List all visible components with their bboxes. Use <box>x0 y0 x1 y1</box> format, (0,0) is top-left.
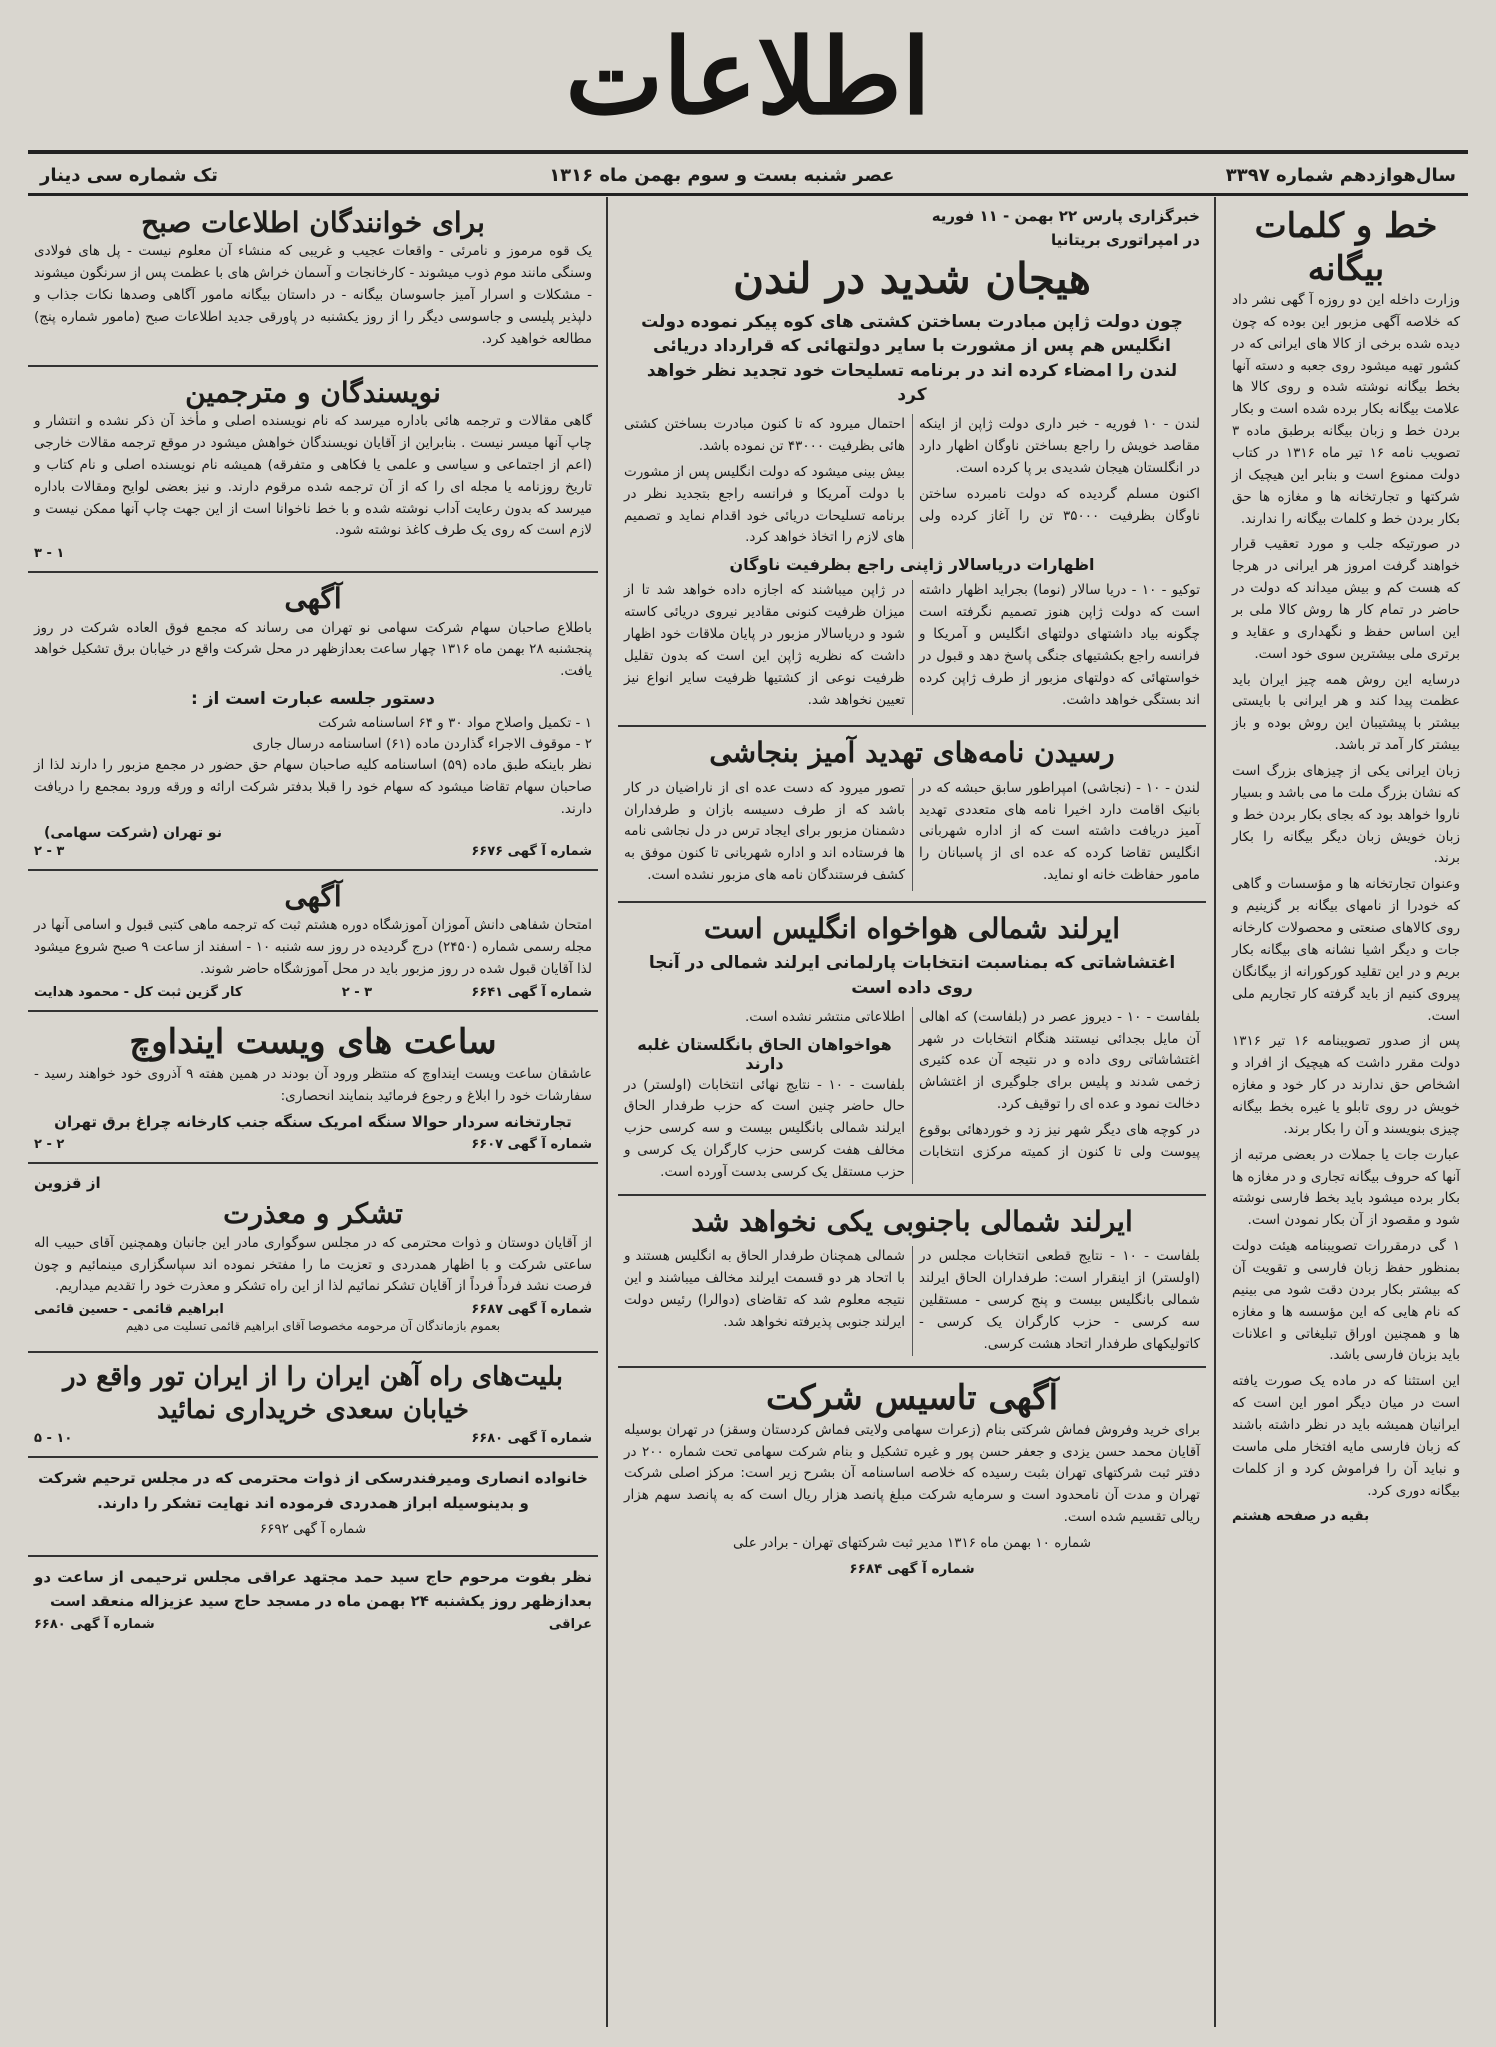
shareholders-body-2: نظر باینکه طبق ماده (۵۹) اساسنامه کلیه صاحبان سهام حق حضور در مجمع مزبور را دارند لذا از صاحبان سهام تقاضا میشود که سهام خود را قبلا بدفتر شرکت ارائه و ورقه ورود بمجمع را دریافت دارند. <box>34 757 592 817</box>
foreign-words-paragraph: پس از صدور تصویبنامه ۱۶ تیر ۱۳۱۶ دولت مقرر داشت که هیچیک از افراد و اشخاص حق ندارند در کار خود و مغازه خویش در روی تابلو یا غیره بخط بیگانه چیزی بنویسند و آن را بکار برند. <box>1232 1033 1460 1137</box>
morning-headline: برای خوانندگان اطلاعات صبح <box>141 206 485 239</box>
writers-ref-row <box>34 546 592 561</box>
thanks-footnote: بعموم بازماندگان آن مرحومه مخصوصا آقای ابراهیم قائمی تسلیت می دهیم <box>125 1319 501 1334</box>
dateline-rule <box>28 193 1468 196</box>
article-paragraph: تصور میرود که دست عده ای از ناراضیان در کار باشد که از طرف دسیسه بازان و طرفداران دشمنان مزبور برای ایجاد ترس در دل نجاشی نامه ها فرستاده اند و اداره شهربانی تا کنون موفق به کشف فرستندگان نامه های مزبور نشده است. <box>624 779 905 884</box>
ulster-body <box>624 1007 1200 1184</box>
issue-number: سال‌هوازدهم شماره ۳۳۹۷ <box>1225 164 1456 186</box>
watches-agent: تجارتخانه سردار حوالا سنگه امریک سنگه جنب کارخانه چراغ برق تهران <box>54 1112 572 1131</box>
section-kicker: در امپراتوری بریتانیا <box>1051 231 1200 249</box>
news-agency-dateline: خبرگزاری پارس ۲۲ بهمن - ۱۱ فوریه <box>931 207 1200 225</box>
writers-ref: ۱ - ۳ <box>34 546 65 562</box>
watches-ad <box>28 1012 598 1165</box>
foreign-words-paragraph: وعنوان تجارتخانه ها و مؤسسات و گاهی که خودرا از نامهای بیگانه بر گزینیم و روی کالاهای صنعتی و محصولات کارخانه جات و دیگر اشیا نشانه های بیگانه بکار بریم و در این تقلید کورکورانه از بیگانگان پیروی کنیم از باید گرفته کار تجاریم ملی است. <box>1232 876 1460 1024</box>
agenda-item: ۲ - موقوف الاجراء گذاردن ماده (۶۱) اساسنامه درسال جاری <box>252 736 592 753</box>
foreign-words-paragraph: این استثنا که در ماده یک صورت یافته است در میان دیگر امور این است که ایرانیان همیشه باید در نظر داشته باشند که زبان فارسی مایه افتخار ملی ماست و نباید آن را فراموش کرد و از کلمات بیگانه دوری کرد. <box>1232 1373 1460 1499</box>
london-headline: هیجان شدید در لندن <box>733 254 1091 303</box>
article-paragraph: در ژاپن میباشند که اجازه داده خواهد شد تا از میزان ظرفیت کنونی مقادیر نیروی دریائی کاسته شود و دریاسالار مزبور در پایان ملاقات خود اظهار داشت که نظریه ژاپن این است که بدون تقلیل ظرفیت نوعی از کشتیها ظرفیت سایر انواع نیز تعیین نخواهد شد. <box>624 582 905 708</box>
thanks-kicker: از قزوین <box>34 1174 101 1193</box>
writers-body: گاهی مقالات و ترجمه هائی باداره میرسد که نام نویسنده اصلی و مأخذ آن ذکر نشده و انتشار و چاپ آنها میسر نیست . بنابراین از آقایان نویسندگان خواهش میشود در موقع ترجمه مقالات خارجی (اعم از اجتماعی و سیاسی و علمی یا فکاهی و متفرقه) همیشه نام نویسنده اصلی و نام کتاب و تاریخ روزنامه یا مجله ای را که از آن ترجمه شده مرقوم دارند. و نیز بعضی لوایح ومقالات باداره میرسد که بدون رعایت آداب نوشته شده و با خط ناخوانا است از این جهت چاپ آنها ممکن نیست و لازم است که روی یک طرف کاغذ نوشته شود. <box>34 413 592 539</box>
agenda-title: دستور جلسه عبارت است از : <box>191 689 435 710</box>
london-article <box>618 197 1206 727</box>
article-paragraph: بلفاست - ۱۰ - دیروز عصر در (بلفاست) که اهالی آن مایل بجدائی نیستند هنگام انتخابات در شهر اغتشاشاتی روی داده و در نتیجه آن عده کثیری زخمی شدند و پلیس برای جلوگیری از اغتشاش دخالت نمود و عده ای را توقیف کرد. <box>919 1008 1200 1113</box>
memorial-ref: شماره آ گهی ۶۶۸۰ <box>34 1617 155 1633</box>
thanks-ref: شماره آ گهی ۶۶۸۷ <box>471 1302 592 1318</box>
continued-note: بقیه در صفحه هشتم <box>1232 1508 1370 1525</box>
shareholders-notice <box>28 573 598 870</box>
shareholders-headline: آگهی <box>284 582 342 616</box>
watches-ref-row <box>34 1137 592 1152</box>
negus-body <box>624 778 1200 891</box>
ulster-south-headline: ایرلند شمالی باجنوبی یکی نخواهد شد <box>691 1204 1133 1238</box>
masthead <box>0 12 1496 142</box>
morning-body: یک قوه مرموز و نامرئی - واقعات عجیب و غریبی که منشاء آن معلوم نیست - پل های فولادی وسنگی مانند موم ذوب میشوند - کارخانجات و آسمان خراش های با عظمت پس از سرنگون میشوند - مشکلات و اسرار آمیز جاسوسان بیگانه - در داستان بیگانه مامور آگاهی وصدها نکات جذاب و دلپذیر پلیسی و جاسوسی دیگر را از روز یکشنبه در پاورقی جدید اطلاعات صبح (مامور شماره پنج) مطالعه خواهید کرد. <box>34 243 592 347</box>
exam-body: امتحان شفاهی دانش آموزان آموزشگاه دوره هشتم ثبت که ترجمه ماهی کتبی قبول و اسامی آنها در مجله رسمی شماره (۲۴۵۰) درج گردیده در روز سه شنبه ۱۰ - اسفند از ساعت ۹ صبح شروع میشود لذا آقایان قبول شده در روز مزبور باید در محل آموزشگاه حاضر شوند. <box>34 917 592 977</box>
family-ref: شماره آ گهی ۶۶۹۲ <box>259 1520 367 1537</box>
writers-notice <box>28 367 598 574</box>
middle-column <box>618 197 1206 2027</box>
ulster-subhead: اغتشاشاتی که بمناسبت انتخابات پارلمانی ایرلند شمالی در آنجا روی داده است <box>648 953 1176 999</box>
morning-edition-notice <box>28 197 598 367</box>
foreign-words-article <box>1226 197 1466 1542</box>
thanks-headline: تشکر و معذرت <box>223 1197 403 1231</box>
memorial-signature: عراقی <box>548 1617 592 1633</box>
ulster-headline: ایرلند شمالی هواخواه انگلیس است <box>703 912 1121 946</box>
exam-ref-row <box>34 985 592 1000</box>
thanks-ref-row <box>34 1302 592 1317</box>
railway-tickets-ad <box>28 1353 598 1459</box>
company-ad-ref: شماره آ گهی ۶۶۸۴ <box>849 1560 975 1577</box>
shareholders-body: باطلاع صاحبان سهام شرکت سهامی نو تهران می رساند که مجمع فوق العاده شرکت در روز پنجشنبه ۲۸ بهمن ماه ۱۳۱۶ چهار ساعت بعدازظهر در محل شرکت واقع در خیابان برق تشکیل خواهد یافت. <box>34 619 592 680</box>
shareholders-ref-row <box>34 844 592 859</box>
article-paragraph: شمالی همچنان طرفدار الحاق به انگلیس هستند و با اتحاد هر دو قسمت ایرلند مخالف میباشند و این نتیجه معلوم شد که تقاضای (دوالرا) رئیس دولت ایرلند جنوبی پذیرفته نخواهد شد. <box>624 1248 905 1330</box>
admiral-subsection-head: اظهارات دریاسالار ژاپنی راجع بظرفیت ناوگان <box>729 555 1095 575</box>
foreign-words-paragraph: وزارت داخله این دو روزه آ گهی نشر داد که خلاصه آگهی مزبور این بوده که چون دیده شده برخی از کالا های ایرانی که در کشور تهیه میشود روی جعبه و دسته آنها بخط بیگانه نوشته شده و روی کالا ها علامت بیگانه بکار برده شده است و بکار بردن خط و زبان بیگانه برطبق ماده ۳ تصویب نامه ۱۶ تیر ماه ۱۳۱۶ در کتاب دولت ممنوع است و بنابر این هیچیک از شرکتها و تجارتخانه ها و مغازه ها حق بکار بردن خط و کلمات بیگانه را ندارند. <box>1232 292 1460 527</box>
agenda-item: ۱ - تکمیل واصلاح مواد ۳۰ و ۶۴ اساسنامه شرکت <box>318 715 592 732</box>
dateline <box>40 160 1456 190</box>
railway-headline: بلیت‌های راه آهن ایران را از ایران تور واقع در خیابان سعدی خریداری نمائید <box>62 1361 563 1426</box>
railway-ref-2: ۱۰ - ۵ <box>34 1431 73 1447</box>
foreign-words-paragraph: عبارت جات یا جملات در بعضی مرتبه از آنها که حروف بیگانه تجاری و در مغازه ها بکار برده میشود باید بخط فارسی نوشته شود و مقصود از آن بکار نمودن است. <box>1232 1146 1460 1229</box>
column-divider-right <box>1214 197 1216 2027</box>
masthead-title: اطلاعات <box>565 15 931 138</box>
london-body <box>624 414 1200 549</box>
shareholders-signature: نو تهران (شرکت سهامی) <box>44 824 222 841</box>
family-thanks-notice <box>28 1458 598 1556</box>
watches-ref: شماره آ گهی ۶۶۰۷ <box>471 1137 592 1153</box>
column-divider-left <box>606 197 608 2027</box>
watches-body: عاشقان ساعت ویست اینداوچ که منتظر ورود آن بودند در همین هفته ۹ آذروی خود خواهند رسید - سفارشات خود را ابلاغ و رجوع فرمائید بنمایند انحصاری: <box>34 1065 592 1104</box>
negus-headline: رسیدن نامه‌های تهدید آمیز بنجاشی <box>709 736 1115 770</box>
right-column <box>1226 197 1466 2027</box>
railway-ref-row <box>34 1431 592 1446</box>
issue-price: تک شماره سی دینار <box>40 164 218 186</box>
issue-date: عصر شنبه بست و سوم بهمن ماه ۱۳۱۶ <box>549 164 895 186</box>
company-ad-title: آگهی تاسیس شرکت <box>765 1377 1059 1418</box>
family-body: خانواده انصاری ومیرفندرسکی از ذوات محترمی که در مجلس ترحیم شرکت و بدینوسیله ابراز همدردی فرموده اند نهایت تشکر را دارند. <box>38 1469 588 1512</box>
shareholders-ref: شماره آ گهی ۶۶۷۶ <box>471 843 592 859</box>
memorial-notice <box>28 1557 598 1643</box>
ulster-south-article <box>618 1196 1206 1368</box>
watches-ref-2: ۲ - ۲ <box>34 1137 65 1153</box>
foreign-words-paragraph: ۱ گی درمقررات تصویبنامه هیئت دولت بمنظور حفظ زبان فارسی و تقویت آن که بیشتر بکار بردن دقت شود می بینیم که نام هایی که این مؤسسه ها و مغازه ها و همچنین اوراق تبلیغاتی و اعلانات باید بزبان فارسی باشد. <box>1232 1238 1460 1364</box>
article-paragraph: در کوچه های دیگر شهر نیز زد و خوردهائی بوقوع پیوست ولی تا کنون از کمیته مرکزی انتخابات اطلاعاتی منتشر نشده است. <box>744 1008 1200 1160</box>
memorial-body: نظر بفوت مرحوم حاج سید حمد مجتهد عراقی مجلس ترحیمی از ساعت دو بعدازظهر روز یکشنبه ۲۴ بهمن ماه در مسجد حاج سید عزیزاله منعقد است <box>34 1567 592 1610</box>
shareholders-ref-2: ۳ - ۲ <box>34 843 65 859</box>
thanks-body: از آقایان دوستان و ذوات محترمی که در مجلس سوگواری مادر این جانبان وهمچنین آقای حبیب اله ساعتی شرکت و با اظهار همدردی و تعزیت ما را مفتخر نموده اند سپاسگزاری مینمائیم و چون فرصت نشد فرداً فرداً از آقایان تشکر نمائیم لذا از این راه تشکر و معذرت خود را تقدیم میداریم. <box>34 1234 592 1295</box>
london-kickers <box>624 205 1200 229</box>
article-paragraph: لندن - ۱۰ فوریه - خبر داری دولت ژاپن از اینکه مقاصد خویش را راجع بساختن ناوگان اظهار دارد در انگلستان هیجان شدیدی بر پا کرده است. <box>919 416 1200 476</box>
ulster-subsection-head: هواخواهان الحاق بانگلستان غلبه دارند <box>637 1034 892 1073</box>
railway-ref: شماره آ گهی ۶۶۸۰ <box>471 1431 592 1447</box>
foreign-words-headline: خط و کلمات بیگانه <box>1254 206 1438 289</box>
company-ad-footer: شماره ۱۰ بهمن ماه ۱۳۱۶ مدیر ثبت شرکتهای تهران - برادر علی <box>732 1535 1092 1552</box>
london-subhead: چون دولت ژاپن مبادرت بساختن کشتی های کوه پیکر نموده دولت انگلیس هم پس از مشورت با سایر دولتهائی که قرارداد دریائی لندن را امضاء کرده اند در برنامه تسلیحات خود تجدید نظر خواهد کرد <box>641 311 1183 406</box>
exam-ref-2: ۳ - ۲ <box>341 984 373 1000</box>
exam-notice <box>28 871 598 1012</box>
company-ad <box>618 1368 1206 1595</box>
foreign-words-paragraph: در صورتیکه جلب و مورد تعقیب قرار خواهند گرفت امروز هر ایرانی در هرجا که هست کم و بیش میداند که دولت در حاضر در تمام کار ها روش کالا ملی بر این اساس حفظ و نگهداری و عقاید و برتری ملی بیشترین سوی خود است. <box>1232 536 1460 662</box>
exam-ref: شماره آ گهی ۶۶۴۱ <box>471 984 592 1000</box>
negus-article <box>618 727 1206 903</box>
ulster-article <box>618 903 1206 1196</box>
writers-headline: نویسندگان و مترجمین <box>185 375 441 409</box>
ulster-south-body <box>624 1246 1200 1355</box>
masthead-rule <box>28 150 1468 154</box>
left-column <box>28 197 598 2027</box>
foreign-words-paragraph: درسایه این روش همه چیز ایران باید عظمت پیدا کند و هر ایرانی با بایستی بیشتر با پیشتیبان این روش بوده و باز بیشتر کار آمد تر باشد. <box>1232 671 1460 754</box>
company-ad-body: برای خرید وفروش فماش شرکتی بنام (زعرات سهامی ولایتی فماش کردستان وسقز) در تهران بوسیله آقایان محمد حسن یزدی و جعفر حسن پور و غیره تشکیل و بنام شرکت سهامی تحت شماره ۲۰۰ در دفتر ثبت شرکتهای تهران بثبت رسیده که خلاصه اساسنامه آن بشرح زیر است: مرکز اصلی شرکت تهران و مدت آن نامحدود است و سرمایه شرکت مبلغ پانصد هزار ریال است که به پانصد سهم هزار ریالی تقسیم شده است. <box>624 1421 1200 1526</box>
exam-headline: آگهی <box>284 879 342 913</box>
article-paragraph: اکنون مسلم گردیده که دولت نامبرده ساختن ناوگان بظرفیت ۳۵۰۰۰ تن را آغاز کرده ولی احتمال میرود که تا کنون مبادرت بساختن کشتی هائی بظرفیت ۴۳۰۰۰ تن نموده باشد. <box>624 416 1200 524</box>
memorial-ref-row <box>34 1617 592 1632</box>
article-paragraph: بیش بینی میشود که دولت انگلیس پس از مشورت با دولت آمریکا و فرانسه راجع بتجدید نظر در برنامه تسلیحات دریائی خود اقدام نماید و تصمیم های لازم را اتخاذ خواهد کرد. <box>624 463 905 546</box>
article-paragraph: توکیو - ۱۰ - دریا سالار (نوما) بجراید اظهار داشته است که دولت ژاپن هنوز تصمیم نگرفته است چگونه بیاد داشتهای دولتهای انگلیس و آمریکا و فرانسه راجع بکشتیهای جنگی پاسخ دهد و قبول در خواستهائی که دولتهای مزبور از طرف ژاپن کرده اند بستگی خواهد داشت. <box>919 582 1200 708</box>
admiral-body <box>624 580 1200 715</box>
thanks-signature: ابراهیم قائمی - حسین قائمی <box>34 1302 224 1318</box>
exam-signature: کار گزین ثبت کل - محمود هدایت <box>34 984 243 1000</box>
article-paragraph: لندن - ۱۰ - (نجاشی) امپراطور سابق حبشه که در بانیک اقامت دارد اخیرا نامه های متعددی تهدید آمیز دریافت داشته است که از اداره شهربانی انگلیس تقاضا کرده که عده ای از پاسبانان را مامور حفاظت خانه او نماید. <box>919 779 1200 884</box>
watches-headline: ساعت های ویست اینداوچ <box>129 1021 497 1062</box>
article-paragraph: بلفاست - ۱۰ - نتایج قطعی انتخابات مجلس در (اولستر) از اینقرار است: طرفداران الحاق ایرلند شمالی بانگلیس بیست و پنج کرسی - مستقلین سه کرسی - حزب کارگران یک کرسی - کاتولیکهای طرفدار اتحاد هشت کرسی. <box>919 1248 1200 1352</box>
foreign-words-paragraph: زبان ایرانی یکی از چیزهای بزرگ است که نشان بزرگ ملت ما می باشد و بسیار ناروا خواهد بود که بجای بکار بردن خط و زبان خویش زبان دیگر بیگانه را بکار برند. <box>1232 763 1460 867</box>
thanks-notice <box>28 1164 598 1352</box>
article-paragraph: بلفاست - ۱۰ - نتایج نهائی انتخابات (اولستر) در حال حاضر چنین است که حزب طرفدار الحاق ایرلند شمالی بانگلیس بیست و سه کرسی حزب مخالف هفت کرسی حزب کارگران یک کرسی و حزب مستقل یک کرسی بدست آورده است. <box>624 1076 905 1181</box>
